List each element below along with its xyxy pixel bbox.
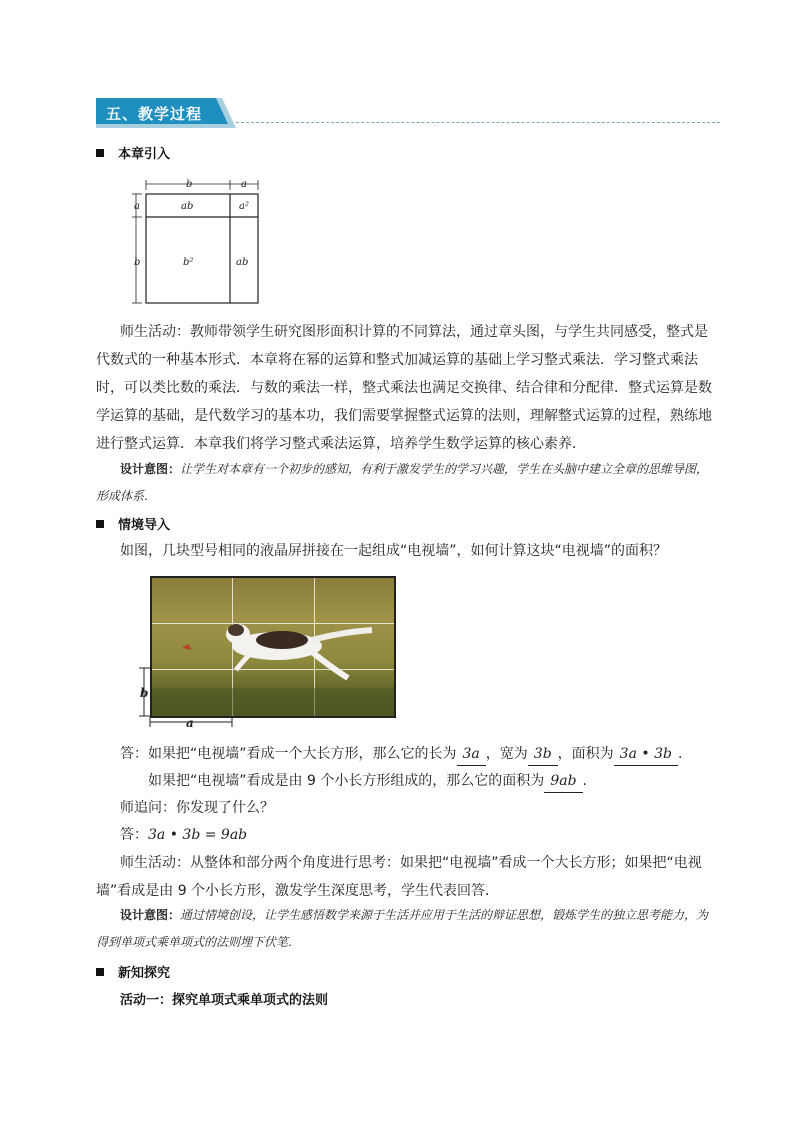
diagram-cell-b-squared: b² (183, 257, 194, 268)
scene-activity: 师生活动：从整体和部分两个角度进行思考：如果把“电视墙”看成一个大长方形；如果把“电视墙”看成是由 9 个小长方形，激发学生深度思考，学生代表回答． (96, 855, 702, 899)
scene-design-text: 通过情境创设，让学生感悟数学来源于生活并应用于生活的辩证思想，锻炼学生的独立思考能力，为得到单项式乘单项式的法则埋下伏笔． (96, 908, 709, 949)
diagram-label-left-b: b (134, 257, 141, 268)
answer-line-2: 如果把“电视墙”看成是由 9 个小长方形组成的，那么它的面积为 9ab . (148, 770, 587, 793)
diagram-label-left-a: a (134, 201, 140, 212)
answer-line-3: 答：3a • 3b = 9ab (120, 827, 248, 843)
photo-label-a: a (186, 716, 194, 728)
blank-length: 3a (457, 743, 486, 766)
teacher-question: 师追问：你发现了什么？ (120, 800, 274, 816)
answer-equation: 3a • 3b = 9ab (148, 827, 248, 843)
photo-dimensions (136, 666, 236, 728)
blank-area-9: 9ab (544, 770, 582, 793)
scene-heading: 情境导入 (96, 514, 170, 533)
area-diagram (128, 176, 268, 308)
diagram-label-top-a: a (241, 179, 247, 190)
blank-width: 3b (528, 743, 558, 766)
section-divider (236, 122, 720, 123)
diagram-cell-ab-top: ab (181, 201, 194, 212)
bullet-square-icon (96, 149, 104, 157)
answer-line-1: 答：如果把“电视墙”看成一个大长方形，那么它的长为 3a ，宽为 3b ，面积为 3a • 3b . (120, 743, 682, 766)
bullet-square-icon (96, 968, 104, 976)
explore-activity-1: 活动一：探究单项式乘单项式的法则 (120, 993, 329, 1008)
diagram-label-top-b: b (186, 179, 193, 190)
diagram-cell-a-squared: a² (239, 201, 249, 212)
diagram-cell-ab-right: ab (236, 257, 249, 268)
intro-design-text: 让学生对本章有一个初步的感知，有利于激发学生的学习兴趣，学生在头脑中建立全章的思维导图，形成体系． (96, 462, 709, 503)
intro-activity: 师生活动：教师带领学生研究图形面积计算的不同算法，通过章头图，与学生共同感受，整式是代数式的一种基本形式．本章将在幂的运算和整式加减运算的基础上学习整式乘法．学习整式乘法时，可以类比数的乘法．与数的乘法一样，整式乘法也满足交换律、结合律和分配律．整式运算是数学运算的基础，是代数学习的基本功，我们需要掌握整式运算的法则，理解整式运算的过程，熟练地进行整式运算．本章我们将学习整式乘法运算，培养学生数学运算的核心素养． (96, 324, 712, 452)
blank-area: 3a • 3b (614, 743, 678, 766)
scene-question: 如图，几块型号相同的液晶屏拼接在一起组成“电视墙”，如何计算这块“电视墙”的面积？ (120, 543, 668, 559)
intro-design (96, 456, 720, 510)
explore-heading: 新知探究 (96, 962, 170, 981)
bullet-square-icon (96, 520, 104, 528)
section-title: 五、教学过程 (106, 105, 203, 123)
intro-design-label: 设计意图： (120, 462, 181, 476)
photo-label-b: b (140, 686, 149, 700)
scene-design (96, 902, 720, 956)
scene-design-label: 设计意图： (120, 908, 181, 922)
intro-heading: 本章引入 (96, 143, 170, 162)
